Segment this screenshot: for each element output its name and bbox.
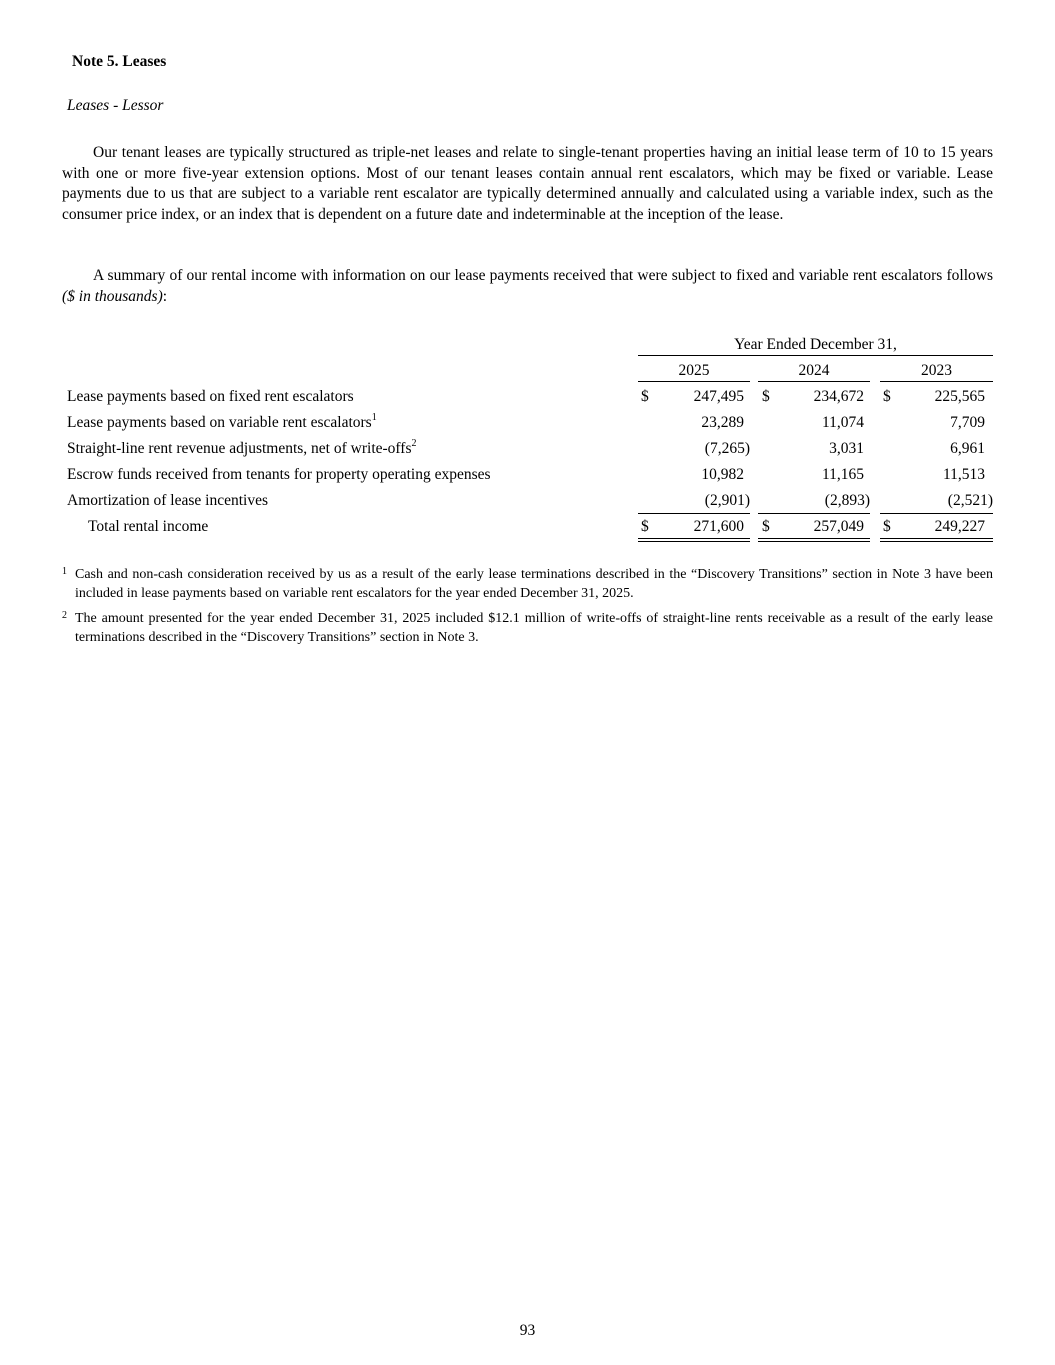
footnote-mark: 2: [62, 610, 67, 621]
row-label-straight-line: [67, 440, 417, 458]
cell-fixed-2025: 247,495: [693, 388, 744, 405]
page-number: 93: [519, 1322, 536, 1339]
period-header-rule: [638, 355, 993, 356]
footnote-text: The amount presented for the year ended December 31, 2025 included $12.1 million of write-offs of straight-line rents receivable as a result of the early lease terminations described in the “Discovery Transitions” section in Note 3.: [75, 611, 993, 645]
footnote-text: Cash and non-cash consideration received by us as a result of the early lease terminations described in the “Discovery Transitions” section in Note 3 have been included in lease payments based on variable rent escalators for the year ended December 31, 2025.: [75, 567, 993, 601]
year-rule-2023: [880, 381, 993, 382]
cell-fixed-2023: 225,565: [934, 388, 985, 405]
year-header-2024: 2024: [798, 362, 830, 379]
dollar-sign: $: [883, 388, 891, 405]
dollar-sign: $: [762, 388, 770, 405]
year-rule-2024: [758, 381, 870, 382]
cell-variable-2023: 7,709: [950, 414, 985, 431]
cell-straight-line-2025: (7,265): [704, 440, 750, 457]
total-double-rule-2025: [638, 538, 750, 542]
cell-straight-line-2024: 3,031: [829, 440, 864, 457]
dollar-sign: $: [641, 388, 649, 405]
total-double-rule-2023: [880, 538, 993, 542]
subtotal-rule-2023: [880, 513, 993, 514]
straight-line-text: Straight-line rent revenue adjustments, net of write-offs: [67, 440, 412, 457]
summary-intro-end: :: [162, 287, 168, 305]
cell-straight-line-2023: 6,961: [950, 440, 985, 457]
paragraph-lease-structure: Our tenant leases are typically structured as triple-net leases and relate to single-tenant properties having an initial lease term of 10 to 15 years with one or more five-year extension options. Most of our tenant leases contain annual rent escalators, which may be fixed or variable. Lease payments due to us that are subject to a variable rent escalator are typically determined annually and calculated using a variable index, such as the consumer price index, or an index that is dependent on a future date and indeterminable at the inception of the lease.: [62, 144, 993, 223]
note-subheading: Leases - Lessor: [67, 97, 164, 114]
cell-escrow-2025: 10,982: [701, 466, 744, 483]
cell-total-2024: 257,049: [813, 518, 864, 535]
year-header-2023: 2023: [921, 362, 952, 379]
subtotal-rule-2024: [758, 513, 870, 514]
footnote-ref-1: 1: [371, 412, 377, 423]
cell-amortization-2025: (2,901): [704, 492, 750, 509]
cell-escrow-2024: 11,165: [821, 466, 864, 483]
note-heading: Note 5. Leases: [72, 53, 167, 70]
cell-escrow-2023: 11,513: [942, 466, 985, 483]
cell-variable-2024: 11,074: [821, 414, 864, 431]
summary-intro-text: A summary of our rental income with information on our lease payments received that were subject to fixed and variable rent escalators follows: [93, 267, 993, 284]
cell-total-2025: 271,600: [693, 518, 744, 535]
summary-intro-units: ($ in thousands): [62, 287, 163, 305]
cell-total-2023: 249,227: [934, 518, 985, 535]
footnote-ref-2: 2: [411, 438, 417, 449]
paragraph-summary-intro: [62, 266, 993, 307]
footnote-mark: 1: [62, 566, 67, 577]
row-label-amortization: Amortization of lease incentives: [67, 492, 269, 509]
dollar-sign: $: [641, 518, 649, 535]
variable-escalators-text: Lease payments based on variable rent escalators: [67, 414, 372, 431]
year-header-2025: 2025: [678, 362, 710, 379]
row-label-fixed-escalators: Lease payments based on fixed rent escalators: [67, 388, 354, 405]
table-period-header: Year Ended December 31,: [734, 336, 897, 353]
total-double-rule-2024: [758, 538, 870, 542]
cell-amortization-2024: (2,893): [824, 492, 870, 509]
cell-fixed-2024: 234,672: [813, 388, 864, 405]
row-label-escrow-funds: Escrow funds received from tenants for property operating expenses: [67, 466, 491, 483]
dollar-sign: $: [762, 518, 770, 535]
row-label-total: Total rental income: [88, 518, 209, 535]
cell-amortization-2023: (2,521): [947, 492, 993, 509]
subtotal-rule-2025: [638, 513, 750, 514]
row-label-variable-escalators: [67, 414, 377, 432]
dollar-sign: $: [883, 518, 891, 535]
year-rule-2025: [638, 381, 750, 382]
cell-variable-2025: 23,289: [701, 414, 744, 431]
